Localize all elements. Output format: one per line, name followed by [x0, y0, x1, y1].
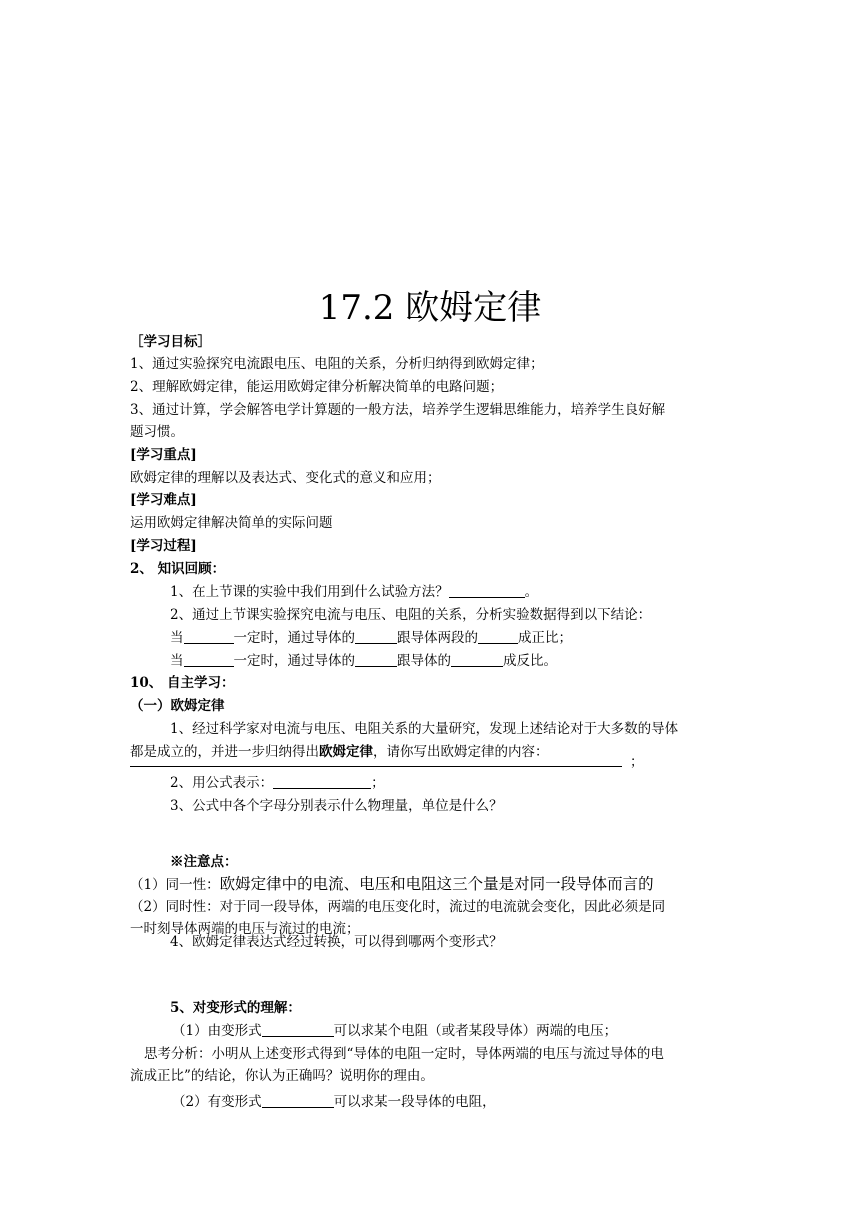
answer-blank[interactable] — [184, 652, 234, 667]
ohm-formula-question: 2、用公式表示： ； — [170, 775, 385, 791]
goal-3a: 3、通过计算，学会解答电学计算题的一般方法，培养学生逻辑思维能力，培养学生良好解 — [130, 402, 666, 418]
ohm-law-header: （一）欧姆定律 — [130, 698, 225, 714]
question-5-1: （1）由变形式 可以求某个电阻（或者某段导体）两端的电压； — [172, 1023, 618, 1039]
ohm-paragraph-1b: 都是成立的，并进一步归纳得出欧姆定律，请你写出欧姆定律的内容： — [130, 744, 549, 760]
goal-2: 2、理解欧姆定律，能运用欧姆定律分析解决简单的电路问题； — [130, 379, 504, 395]
formula-blank[interactable] — [262, 1093, 334, 1108]
review-question-1: 1、在上节课的实验中我们用到什么试验方法？ 。 — [170, 584, 539, 600]
key-header: [学习重点] — [130, 447, 197, 463]
review-header: 2、 知识回顾： — [130, 561, 226, 577]
process-header: [学习过程] — [130, 538, 197, 554]
think-analysis-b: 流成正比”的结论，你认为正确吗？说明你的理由。 — [130, 1068, 434, 1084]
goal-1: 1、通过实验探究电流跟电压、电阻的关系，分析归纳得到欧姆定律； — [130, 356, 544, 372]
note-2a: （2）同时性：对于同一段导体，两端的电压变化时，流过的电流就会变化，因此必须是同 — [130, 899, 666, 915]
key-text: 欧姆定律的理解以及表达式、变化式的意义和应用； — [130, 470, 441, 486]
formula-blank[interactable] — [273, 774, 371, 789]
goal-3b: 题习惯。 — [130, 424, 184, 440]
conclusion-1: 当 一定时，通过导体的 跟导体两段的 成正比； — [170, 630, 572, 646]
answer-blank[interactable] — [355, 652, 397, 667]
page-title: 17.2 欧姆定律 — [318, 288, 542, 328]
formula-blank[interactable] — [262, 1022, 334, 1037]
ohm-letters-question: 3、公式中各个字母分别表示什么物理量，单位是什么？ — [170, 798, 503, 814]
semicolon: ； — [630, 754, 644, 770]
ohm-paragraph-1a: 1、经过科学家对电流与电压、电阻关系的大量研究，发现上述结论对于大多数的导体 — [170, 721, 679, 737]
question-5-2: （2）有变形式 可以求某一段导体的电阻， — [172, 1094, 496, 1110]
answer-blank[interactable] — [355, 629, 397, 644]
question-4: 4、欧姆定律表达式经过转换，可以得到哪两个变形式？ — [170, 934, 503, 950]
answer-blank[interactable] — [449, 583, 525, 598]
self-study-header: 10、 自主学习： — [130, 675, 235, 691]
answer-line[interactable] — [130, 765, 622, 767]
difficulty-header: [学习难点] — [130, 492, 197, 508]
conclusion-2: 当 一定时，通过导体的 跟导体的 成反比。 — [170, 653, 557, 669]
answer-blank[interactable] — [451, 652, 503, 667]
note-1: （1）同一性：欧姆定律中的电流、电压和电阻这三个量是对同一段导体而言的 — [130, 875, 654, 893]
review-question-2: 2、通过上节课实验探究电流与电压、电阻的关系，分析实验数据得到以下结论： — [170, 607, 652, 623]
goals-header: ［学习目标］ — [130, 334, 211, 350]
note-header: ※注意点： — [170, 854, 238, 870]
difficulty-text: 运用欧姆定律解决简单的实际问题 — [130, 515, 333, 531]
answer-blank[interactable] — [184, 629, 234, 644]
answer-blank[interactable] — [478, 629, 518, 644]
note-2b: 一时刻导体两端的电压与流过的电流； — [130, 921, 360, 937]
think-analysis-a: 思考分析：小明从上述变形式得到“导体的电阻一定时，导体两端的电压与流过导体的电 — [144, 1046, 664, 1062]
question-5-header: 5、对变形式的理解： — [170, 1000, 301, 1016]
